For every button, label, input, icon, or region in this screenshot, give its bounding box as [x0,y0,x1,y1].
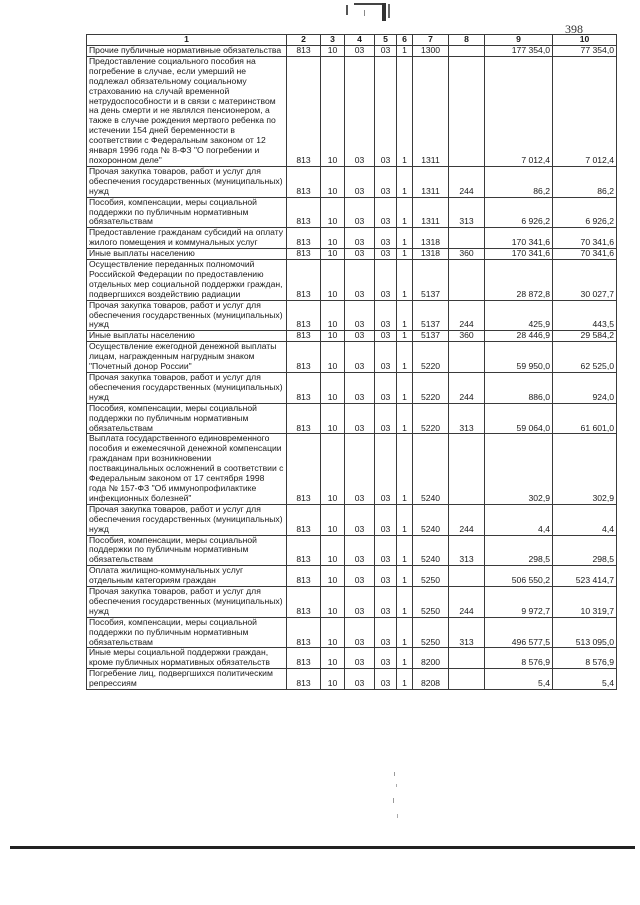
amount-year-1: 425,9 [485,300,553,331]
row-name: Иные меры социальной поддержки граждан, кроме публичных нормативных обязательств [87,648,287,669]
subprogram-code: 1 [397,617,413,648]
target-code: 8208 [413,669,449,690]
subsection-code: 03 [345,300,375,331]
section-code: 10 [321,260,345,301]
subsection-code: 03 [345,669,375,690]
target-code: 1300 [413,46,449,57]
ministry-code: 813 [287,617,321,648]
amount-year-2: 70 341,6 [553,228,617,249]
section-code: 10 [321,197,345,228]
amount-year-2: 298,5 [553,535,617,566]
amount-year-1: 886,0 [485,373,553,404]
section-code: 10 [321,504,345,535]
amount-year-2: 6 926,2 [553,197,617,228]
table-row [87,587,617,618]
subsection-code: 03 [345,46,375,57]
program-code: 03 [375,434,397,504]
program-code: 03 [375,260,397,301]
column-header-5: 5 [375,35,397,46]
ministry-code: 813 [287,648,321,669]
row-name: Прочая закупка товаров, работ и услуг для обеспечения государственных (муниципальных) нужд [87,504,287,535]
target-code: 5220 [413,342,449,373]
table-row [87,669,617,690]
table-row [87,228,617,249]
column-header-7: 7 [413,35,449,46]
row-name: Прочие публичные нормативные обязательства [87,46,287,57]
expense-type-code: 244 [449,373,485,404]
ministry-code: 813 [287,373,321,404]
section-code: 10 [321,342,345,373]
amount-year-1: 298,5 [485,535,553,566]
subsection-code: 03 [345,566,375,587]
section-code: 10 [321,617,345,648]
section-code: 10 [321,46,345,57]
target-code: 5240 [413,434,449,504]
target-code: 5137 [413,260,449,301]
section-code: 10 [321,166,345,197]
program-code: 03 [375,331,397,342]
row-name: Прочая закупка товаров, работ и услуг для обеспечения государственных (муниципальных) нужд [87,587,287,618]
subprogram-code: 1 [397,342,413,373]
program-code: 03 [375,249,397,260]
table-row [87,197,617,228]
header-row [87,35,617,46]
ministry-code: 813 [287,166,321,197]
expense-type-code [449,669,485,690]
target-code: 1311 [413,197,449,228]
ministry-code: 813 [287,342,321,373]
subsection-code: 03 [345,648,375,669]
program-code: 03 [375,300,397,331]
amount-year-2: 61 601,0 [553,403,617,434]
subprogram-code: 1 [397,566,413,587]
row-name: Осуществление переданных полномочий Российской Федерации по предоставлению отдельных мер социальной поддержки граждан, подвергшихся воздействию радиации [87,260,287,301]
subsection-code: 03 [345,535,375,566]
expense-type-code [449,46,485,57]
ministry-code: 813 [287,566,321,587]
ministry-code: 813 [287,669,321,690]
subsection-code: 03 [345,587,375,618]
subprogram-code: 1 [397,648,413,669]
table-row [87,504,617,535]
subprogram-code: 1 [397,260,413,301]
target-code: 5250 [413,617,449,648]
ministry-code: 813 [287,434,321,504]
expense-type-code [449,56,485,166]
table-row [87,535,617,566]
budget-table [86,34,617,690]
program-code: 03 [375,373,397,404]
expense-type-code: 244 [449,300,485,331]
amount-year-2: 30 027,7 [553,260,617,301]
ministry-code: 813 [287,249,321,260]
program-code: 03 [375,228,397,249]
subsection-code: 03 [345,342,375,373]
section-code: 10 [321,587,345,618]
subprogram-code: 1 [397,504,413,535]
section-code: 10 [321,300,345,331]
ministry-code: 813 [287,56,321,166]
column-header-9: 9 [485,35,553,46]
ministry-code: 813 [287,228,321,249]
subsection-code: 03 [345,228,375,249]
expense-type-code: 244 [449,504,485,535]
section-code: 10 [321,228,345,249]
amount-year-2: 86,2 [553,166,617,197]
row-name: Выплата государственного единовременного пособия и ежемесячной денежной компенсации гражданам при возникновении поствакцинальных осложнений в соответствии с Федеральным законом от 17 сентября 1998 года № 157-ФЗ "Об иммунопрофилактике инфекционных болезней" [87,434,287,504]
expense-type-code [449,260,485,301]
expense-type-code: 360 [449,331,485,342]
subprogram-code: 1 [397,373,413,404]
ministry-code: 813 [287,300,321,331]
subprogram-code: 1 [397,669,413,690]
amount-year-2: 443,5 [553,300,617,331]
subsection-code: 03 [345,249,375,260]
section-code: 10 [321,535,345,566]
target-code: 8200 [413,648,449,669]
section-code: 10 [321,669,345,690]
amount-year-1: 28 872,8 [485,260,553,301]
amount-year-2: 62 525,0 [553,342,617,373]
expense-type-code: 313 [449,403,485,434]
subsection-code: 03 [345,260,375,301]
column-header-10: 10 [553,35,617,46]
row-name: Иные выплаты населению [87,331,287,342]
table-row [87,260,617,301]
program-code: 03 [375,648,397,669]
row-name: Погребение лиц, подвергшихся политическим репрессиям [87,669,287,690]
amount-year-1: 4,4 [485,504,553,535]
table-row [87,434,617,504]
page-number: 398 [565,22,583,36]
row-name: Предоставление гражданам субсидий на оплату жилого помещения и коммунальных услуг [87,228,287,249]
amount-year-1: 5,4 [485,669,553,690]
subsection-code: 03 [345,373,375,404]
ministry-code: 813 [287,260,321,301]
amount-year-1: 6 926,2 [485,197,553,228]
section-code: 10 [321,373,345,404]
row-name: Осуществление ежегодной денежной выплаты лицам, награжденным нагрудным знаком "Почетный донор России" [87,342,287,373]
section-code: 10 [321,434,345,504]
target-code: 1318 [413,228,449,249]
program-code: 03 [375,56,397,166]
subsection-code: 03 [345,166,375,197]
expense-type-code: 313 [449,617,485,648]
program-code: 03 [375,535,397,566]
program-code: 03 [375,669,397,690]
target-code: 5240 [413,535,449,566]
amount-year-2: 513 095,0 [553,617,617,648]
program-code: 03 [375,566,397,587]
subsection-code: 03 [345,56,375,166]
row-name: Иные выплаты населению [87,249,287,260]
amount-year-1: 28 446,9 [485,331,553,342]
amount-year-2: 8 576,9 [553,648,617,669]
program-code: 03 [375,342,397,373]
table-row [87,166,617,197]
table-body [87,46,617,690]
row-name: Прочая закупка товаров, работ и услуг для обеспечения государственных (муниципальных) нужд [87,373,287,404]
table-row [87,403,617,434]
subprogram-code: 1 [397,56,413,166]
column-header-1: 1 [87,35,287,46]
amount-year-2: 7 012,4 [553,56,617,166]
amount-year-1: 7 012,4 [485,56,553,166]
target-code: 5220 [413,403,449,434]
amount-year-1: 506 550,2 [485,566,553,587]
subprogram-code: 1 [397,587,413,618]
section-code: 10 [321,403,345,434]
program-code: 03 [375,197,397,228]
subprogram-code: 1 [397,331,413,342]
table-row [87,648,617,669]
ministry-code: 813 [287,331,321,342]
expense-type-code: 313 [449,197,485,228]
row-name: Прочая закупка товаров, работ и услуг для обеспечения государственных (муниципальных) нужд [87,166,287,197]
section-code: 10 [321,648,345,669]
amount-year-1: 59 950,0 [485,342,553,373]
amount-year-1: 86,2 [485,166,553,197]
row-name: Пособия, компенсации, меры социальной поддержки по публичным нормативным обязательствам [87,535,287,566]
subsection-code: 03 [345,617,375,648]
section-code: 10 [321,249,345,260]
amount-year-2: 924,0 [553,373,617,404]
amount-year-2: 77 354,0 [553,46,617,57]
expense-type-code: 244 [449,166,485,197]
row-name: Прочая закупка товаров, работ и услуг для обеспечения государственных (муниципальных) нужд [87,300,287,331]
amount-year-2: 523 414,7 [553,566,617,587]
section-code: 10 [321,566,345,587]
subprogram-code: 1 [397,535,413,566]
target-code: 5250 [413,566,449,587]
table-row [87,342,617,373]
expense-type-code [449,434,485,504]
row-name: Пособия, компенсации, меры социальной поддержки по публичным нормативным обязательствам [87,403,287,434]
scan-artifact [340,2,410,24]
table-row [87,331,617,342]
subprogram-code: 1 [397,46,413,57]
column-header-8: 8 [449,35,485,46]
ministry-code: 813 [287,197,321,228]
subprogram-code: 1 [397,197,413,228]
table-row [87,617,617,648]
target-code: 1318 [413,249,449,260]
program-code: 03 [375,166,397,197]
expense-type-code: 313 [449,535,485,566]
row-name: Оплата жилищно-коммунальных услуг отдельным категориям граждан [87,566,287,587]
target-code: 5250 [413,587,449,618]
amount-year-2: 70 341,6 [553,249,617,260]
program-code: 03 [375,587,397,618]
amount-year-1: 9 972,7 [485,587,553,618]
amount-year-1: 496 577,5 [485,617,553,648]
expense-type-code [449,566,485,587]
section-code: 10 [321,56,345,166]
ministry-code: 813 [287,504,321,535]
scan-gutter-dots [390,770,402,830]
amount-year-2: 4,4 [553,504,617,535]
column-header-4: 4 [345,35,375,46]
target-code: 1311 [413,166,449,197]
table-row [87,46,617,57]
section-code: 10 [321,331,345,342]
ministry-code: 813 [287,587,321,618]
amount-year-2: 10 319,7 [553,587,617,618]
subsection-code: 03 [345,403,375,434]
subsection-code: 03 [345,331,375,342]
ministry-code: 813 [287,535,321,566]
amount-year-2: 302,9 [553,434,617,504]
subsection-code: 03 [345,434,375,504]
table-row [87,56,617,166]
subprogram-code: 1 [397,434,413,504]
ministry-code: 813 [287,403,321,434]
amount-year-1: 59 064,0 [485,403,553,434]
subprogram-code: 1 [397,403,413,434]
column-header-3: 3 [321,35,345,46]
target-code: 5240 [413,504,449,535]
target-code: 5220 [413,373,449,404]
program-code: 03 [375,46,397,57]
expense-type-code: 244 [449,587,485,618]
expense-type-code [449,648,485,669]
program-code: 03 [375,504,397,535]
subprogram-code: 1 [397,228,413,249]
table-row [87,249,617,260]
column-header-2: 2 [287,35,321,46]
row-name: Предоставление социального пособия на погребение в случае, если умерший не подлежал обязательному социальному страхованию на случай временной нетрудоспособности и в связи с материнством на день смерти и не являлся пенсионером, а также в случае рождения мертвого ребенка по истечении 154 дней беременности в соответствии с Федеральным законом от 12 января 1996 года № 8-ФЗ "О погребении и похоронном деле" [87,56,287,166]
program-code: 03 [375,403,397,434]
amount-year-1: 170 341,6 [485,249,553,260]
column-header-6: 6 [397,35,413,46]
target-code: 1311 [413,56,449,166]
subsection-code: 03 [345,197,375,228]
target-code: 5137 [413,300,449,331]
amount-year-2: 29 584,2 [553,331,617,342]
expense-type-code [449,228,485,249]
amount-year-2: 5,4 [553,669,617,690]
expense-type-code [449,342,485,373]
amount-year-1: 302,9 [485,434,553,504]
subprogram-code: 1 [397,166,413,197]
amount-year-1: 177 354,0 [485,46,553,57]
target-code: 5137 [413,331,449,342]
table-row [87,373,617,404]
table-row [87,566,617,587]
table-row [87,300,617,331]
program-code: 03 [375,617,397,648]
subprogram-code: 1 [397,300,413,331]
row-name: Пособия, компенсации, меры социальной поддержки по публичным нормативным обязательствам [87,617,287,648]
ministry-code: 813 [287,46,321,57]
expense-type-code: 360 [449,249,485,260]
amount-year-1: 170 341,6 [485,228,553,249]
subprogram-code: 1 [397,249,413,260]
subsection-code: 03 [345,504,375,535]
row-name: Пособия, компенсации, меры социальной поддержки по публичным нормативным обязательствам [87,197,287,228]
page-bottom-rule [10,846,635,849]
amount-year-1: 8 576,9 [485,648,553,669]
